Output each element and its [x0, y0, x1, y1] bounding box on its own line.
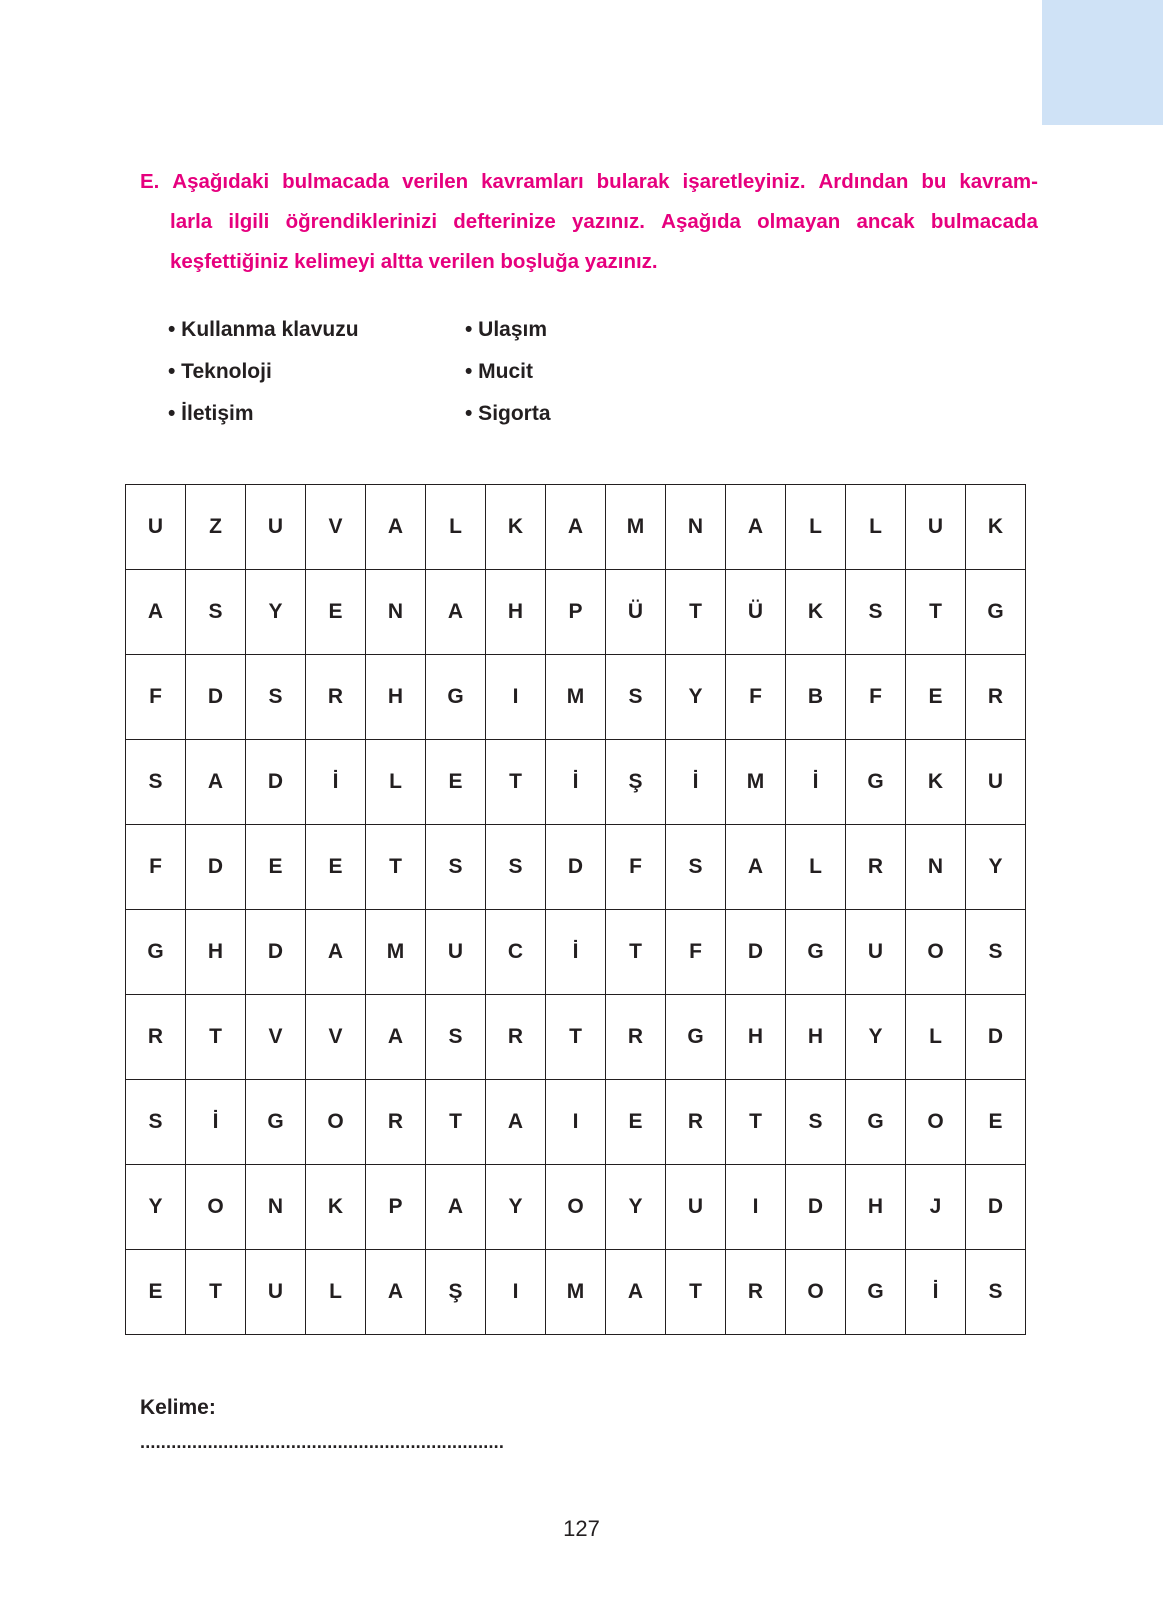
grid-cell[interactable]: I — [486, 1250, 546, 1335]
grid-cell[interactable]: B — [786, 655, 846, 740]
grid-cell[interactable]: H — [786, 995, 846, 1080]
instruction-word: öğrendiklerinizi — [285, 210, 438, 233]
grid-cell[interactable]: R — [966, 655, 1026, 740]
grid-cell[interactable]: D — [186, 825, 246, 910]
grid-cell[interactable]: G — [786, 910, 846, 995]
instruction-line-1 — [140, 162, 1038, 202]
grid-cell[interactable]: E — [606, 1080, 666, 1165]
page-number: 127 — [563, 1516, 600, 1541]
grid-cell[interactable]: M — [726, 740, 786, 825]
grid-cell[interactable]: M — [546, 1250, 606, 1335]
grid-cell[interactable]: A — [366, 485, 426, 570]
grid-cell[interactable]: T — [366, 825, 426, 910]
grid-cell[interactable]: S — [966, 1250, 1026, 1335]
grid-cell[interactable]: N — [246, 1165, 306, 1250]
grid-cell[interactable]: T — [606, 910, 666, 995]
grid-cell[interactable]: U — [966, 740, 1026, 825]
instruction-word: bulmacada — [282, 170, 390, 193]
grid-cell[interactable]: F — [846, 655, 906, 740]
grid-cell[interactable]: S — [426, 825, 486, 910]
grid-cell[interactable]: M — [366, 910, 426, 995]
grid-cell[interactable]: D — [546, 825, 606, 910]
instruction-line-2 — [140, 202, 1038, 242]
grid-cell[interactable]: U — [426, 910, 486, 995]
instruction-word: kavram- — [959, 170, 1038, 193]
grid-cell[interactable]: V — [306, 995, 366, 1080]
grid-cell[interactable]: O — [186, 1165, 246, 1250]
grid-cell[interactable]: E — [906, 655, 966, 740]
grid-cell[interactable]: N — [666, 485, 726, 570]
instruction-word: ancak — [856, 210, 915, 233]
term-item: • İletişim — [168, 402, 254, 425]
grid-row — [126, 740, 1026, 825]
grid-cell[interactable]: Ş — [606, 740, 666, 825]
grid-cell[interactable]: R — [126, 995, 186, 1080]
grid-cell[interactable]: Ü — [726, 570, 786, 655]
grid-cell[interactable]: A — [126, 570, 186, 655]
grid-cell[interactable]: U — [246, 485, 306, 570]
grid-cell[interactable]: F — [126, 655, 186, 740]
grid-cell[interactable]: I — [486, 655, 546, 740]
answer-label: Kelime: — [140, 1396, 216, 1419]
grid-cell[interactable]: O — [906, 910, 966, 995]
term-item: • Mucit — [465, 360, 534, 383]
grid-cell[interactable]: D — [786, 1165, 846, 1250]
grid-cell[interactable]: İ — [786, 740, 846, 825]
grid-cell[interactable]: Z — [186, 485, 246, 570]
grid-cell[interactable]: Y — [666, 655, 726, 740]
grid-cell[interactable]: I — [726, 1165, 786, 1250]
grid-cell[interactable]: L — [846, 485, 906, 570]
grid-cell[interactable]: A — [306, 910, 366, 995]
grid-cell[interactable]: G — [246, 1080, 306, 1165]
instruction-word: E. — [140, 170, 160, 193]
grid-cell[interactable]: N — [366, 570, 426, 655]
grid-cell[interactable]: G — [966, 570, 1026, 655]
instruction-word: bu — [921, 170, 947, 193]
grid-cell[interactable]: R — [306, 655, 366, 740]
grid-cell[interactable]: T — [186, 995, 246, 1080]
grid-cell[interactable]: Y — [966, 825, 1026, 910]
grid-cell[interactable]: S — [666, 825, 726, 910]
grid-row — [126, 570, 1026, 655]
corner-tab — [1042, 0, 1163, 125]
instruction-word: olmayan — [757, 210, 841, 233]
grid-cell[interactable]: F — [126, 825, 186, 910]
grid-cell[interactable]: D — [966, 995, 1026, 1080]
grid-cell[interactable]: A — [546, 485, 606, 570]
grid-row — [126, 655, 1026, 740]
grid-cell[interactable]: T — [186, 1250, 246, 1335]
grid-cell[interactable]: R — [666, 1080, 726, 1165]
grid-cell[interactable]: G — [666, 995, 726, 1080]
grid-cell[interactable]: A — [726, 825, 786, 910]
grid-cell[interactable]: L — [906, 995, 966, 1080]
grid-cell[interactable]: R — [486, 995, 546, 1080]
grid-cell[interactable]: K — [306, 1165, 366, 1250]
grid-cell[interactable]: R — [606, 995, 666, 1080]
grid-cell[interactable]: G — [846, 1250, 906, 1335]
instruction-word: bularak — [596, 170, 670, 193]
grid-cell[interactable]: S — [486, 825, 546, 910]
grid-cell[interactable]: V — [306, 485, 366, 570]
grid-cell[interactable]: Ü — [606, 570, 666, 655]
grid-cell[interactable]: Y — [846, 995, 906, 1080]
grid-cell[interactable]: Y — [126, 1165, 186, 1250]
grid-cell[interactable]: R — [366, 1080, 426, 1165]
grid-cell[interactable]: K — [486, 485, 546, 570]
grid-cell[interactable]: H — [846, 1165, 906, 1250]
grid-cell[interactable]: A — [726, 485, 786, 570]
grid-cell[interactable]: O — [306, 1080, 366, 1165]
grid-cell[interactable]: İ — [666, 740, 726, 825]
instruction-word: işaretleyiniz. — [682, 170, 806, 193]
word-search-table — [125, 484, 1026, 1335]
grid-cell[interactable]: F — [606, 825, 666, 910]
grid-cell[interactable]: A — [186, 740, 246, 825]
grid-row — [126, 1250, 1026, 1335]
grid-cell[interactable]: U — [906, 485, 966, 570]
instruction-word: Aşağıdaki — [172, 170, 270, 193]
grid-cell[interactable]: İ — [546, 910, 606, 995]
grid-cell[interactable]: S — [126, 1080, 186, 1165]
grid-cell[interactable]: A — [606, 1250, 666, 1335]
grid-cell[interactable]: L — [786, 825, 846, 910]
term-item: • Ulaşım — [465, 318, 548, 341]
grid-cell[interactable]: G — [846, 740, 906, 825]
grid-cell[interactable]: L — [366, 740, 426, 825]
grid-row — [126, 910, 1026, 995]
grid-cell[interactable]: L — [426, 485, 486, 570]
grid-cell[interactable]: T — [906, 570, 966, 655]
grid-cell[interactable]: D — [966, 1165, 1026, 1250]
grid-cell[interactable]: P — [366, 1165, 426, 1250]
grid-cell[interactable]: İ — [906, 1250, 966, 1335]
term-item: • Sigorta — [465, 402, 551, 425]
grid-cell[interactable]: M — [546, 655, 606, 740]
grid-cell[interactable]: I — [546, 1080, 606, 1165]
grid-cell[interactable]: U — [126, 485, 186, 570]
grid-cell[interactable]: G — [426, 655, 486, 740]
grid-cell[interactable]: H — [186, 910, 246, 995]
grid-cell[interactable]: E — [426, 740, 486, 825]
grid-cell[interactable]: S — [126, 740, 186, 825]
grid-cell[interactable]: O — [546, 1165, 606, 1250]
grid-cell[interactable]: S — [846, 570, 906, 655]
grid-cell[interactable]: E — [126, 1250, 186, 1335]
grid-cell[interactable]: Y — [486, 1165, 546, 1250]
answer-blank[interactable]: ...................................................................... — [140, 1432, 505, 1452]
grid-cell[interactable]: S — [786, 1080, 846, 1165]
grid-cell[interactable]: D — [246, 910, 306, 995]
grid-cell[interactable]: S — [966, 910, 1026, 995]
grid-cell[interactable]: T — [546, 995, 606, 1080]
instruction-word: verilen — [402, 170, 469, 193]
instructions — [140, 162, 1038, 282]
grid-cell[interactable]: S — [186, 570, 246, 655]
grid-cell[interactable]: D — [246, 740, 306, 825]
grid-cell[interactable]: U — [666, 1165, 726, 1250]
grid-cell[interactable]: T — [726, 1080, 786, 1165]
instruction-word: yazınız. — [572, 210, 645, 233]
grid-cell[interactable]: T — [666, 1250, 726, 1335]
grid-row — [126, 995, 1026, 1080]
grid-cell[interactable]: A — [366, 1250, 426, 1335]
grid-cell[interactable]: Y — [246, 570, 306, 655]
grid-cell[interactable]: Y — [606, 1165, 666, 1250]
term-item: • Teknoloji — [168, 360, 272, 383]
grid-cell[interactable]: T — [486, 740, 546, 825]
grid-cell[interactable]: R — [726, 1250, 786, 1335]
instruction-line-3: keşfettiğiniz kelimeyi altta verilen boşluğa yazınız. — [170, 250, 658, 273]
grid-cell[interactable]: D — [726, 910, 786, 995]
grid-cell[interactable]: T — [666, 570, 726, 655]
grid-cell[interactable]: İ — [186, 1080, 246, 1165]
grid-cell[interactable]: G — [126, 910, 186, 995]
grid-cell[interactable]: E — [306, 570, 366, 655]
grid-row — [126, 1165, 1026, 1250]
grid-cell[interactable]: K — [786, 570, 846, 655]
grid-cell[interactable]: R — [846, 825, 906, 910]
grid-cell[interactable]: E — [966, 1080, 1026, 1165]
grid-cell[interactable]: S — [246, 655, 306, 740]
grid-cell[interactable]: H — [726, 995, 786, 1080]
grid-cell[interactable]: A — [486, 1080, 546, 1165]
grid-cell[interactable]: J — [906, 1165, 966, 1250]
grid-cell[interactable]: S — [606, 655, 666, 740]
grid-cell[interactable]: K — [966, 485, 1026, 570]
grid-cell[interactable]: F — [726, 655, 786, 740]
grid-cell[interactable]: F — [666, 910, 726, 995]
instruction-word: Aşağıda — [661, 210, 741, 233]
grid-row — [126, 485, 1026, 570]
grid-cell[interactable]: U — [846, 910, 906, 995]
grid-cell[interactable]: L — [306, 1250, 366, 1335]
instruction-word: bulmacada — [930, 210, 1038, 233]
grid-cell[interactable]: L — [786, 485, 846, 570]
grid-cell[interactable]: U — [246, 1250, 306, 1335]
grid-cell[interactable]: N — [906, 825, 966, 910]
grid-cell[interactable]: A — [426, 1165, 486, 1250]
grid-cell[interactable]: V — [246, 995, 306, 1080]
grid-cell[interactable]: C — [486, 910, 546, 995]
grid-cell[interactable]: İ — [546, 740, 606, 825]
grid-cell[interactable]: O — [786, 1250, 846, 1335]
grid-cell[interactable]: Ş — [426, 1250, 486, 1335]
grid-cell[interactable]: H — [366, 655, 426, 740]
grid-cell[interactable]: S — [426, 995, 486, 1080]
grid-cell[interactable]: G — [846, 1080, 906, 1165]
instruction-word: ilgili — [228, 210, 270, 233]
word-search-grid — [125, 484, 1026, 1335]
grid-cell[interactable]: E — [306, 825, 366, 910]
grid-cell[interactable]: İ — [306, 740, 366, 825]
instruction-word: Ardından — [818, 170, 909, 193]
grid-cell[interactable]: H — [486, 570, 546, 655]
grid-cell[interactable]: E — [246, 825, 306, 910]
grid-cell[interactable]: A — [366, 995, 426, 1080]
grid-cell[interactable]: M — [606, 485, 666, 570]
instruction-word: kavramları — [481, 170, 584, 193]
grid-row — [126, 1080, 1026, 1165]
grid-cell[interactable]: D — [186, 655, 246, 740]
instruction-word: larla — [170, 210, 213, 233]
grid-row — [126, 825, 1026, 910]
grid-cell[interactable]: A — [426, 570, 486, 655]
term-item: • Kullanma klavuzu — [168, 318, 359, 341]
grid-cell[interactable]: O — [906, 1080, 966, 1165]
grid-cell[interactable]: K — [906, 740, 966, 825]
grid-cell[interactable]: P — [546, 570, 606, 655]
instruction-word: defterinize — [453, 210, 556, 233]
grid-cell[interactable]: T — [426, 1080, 486, 1165]
